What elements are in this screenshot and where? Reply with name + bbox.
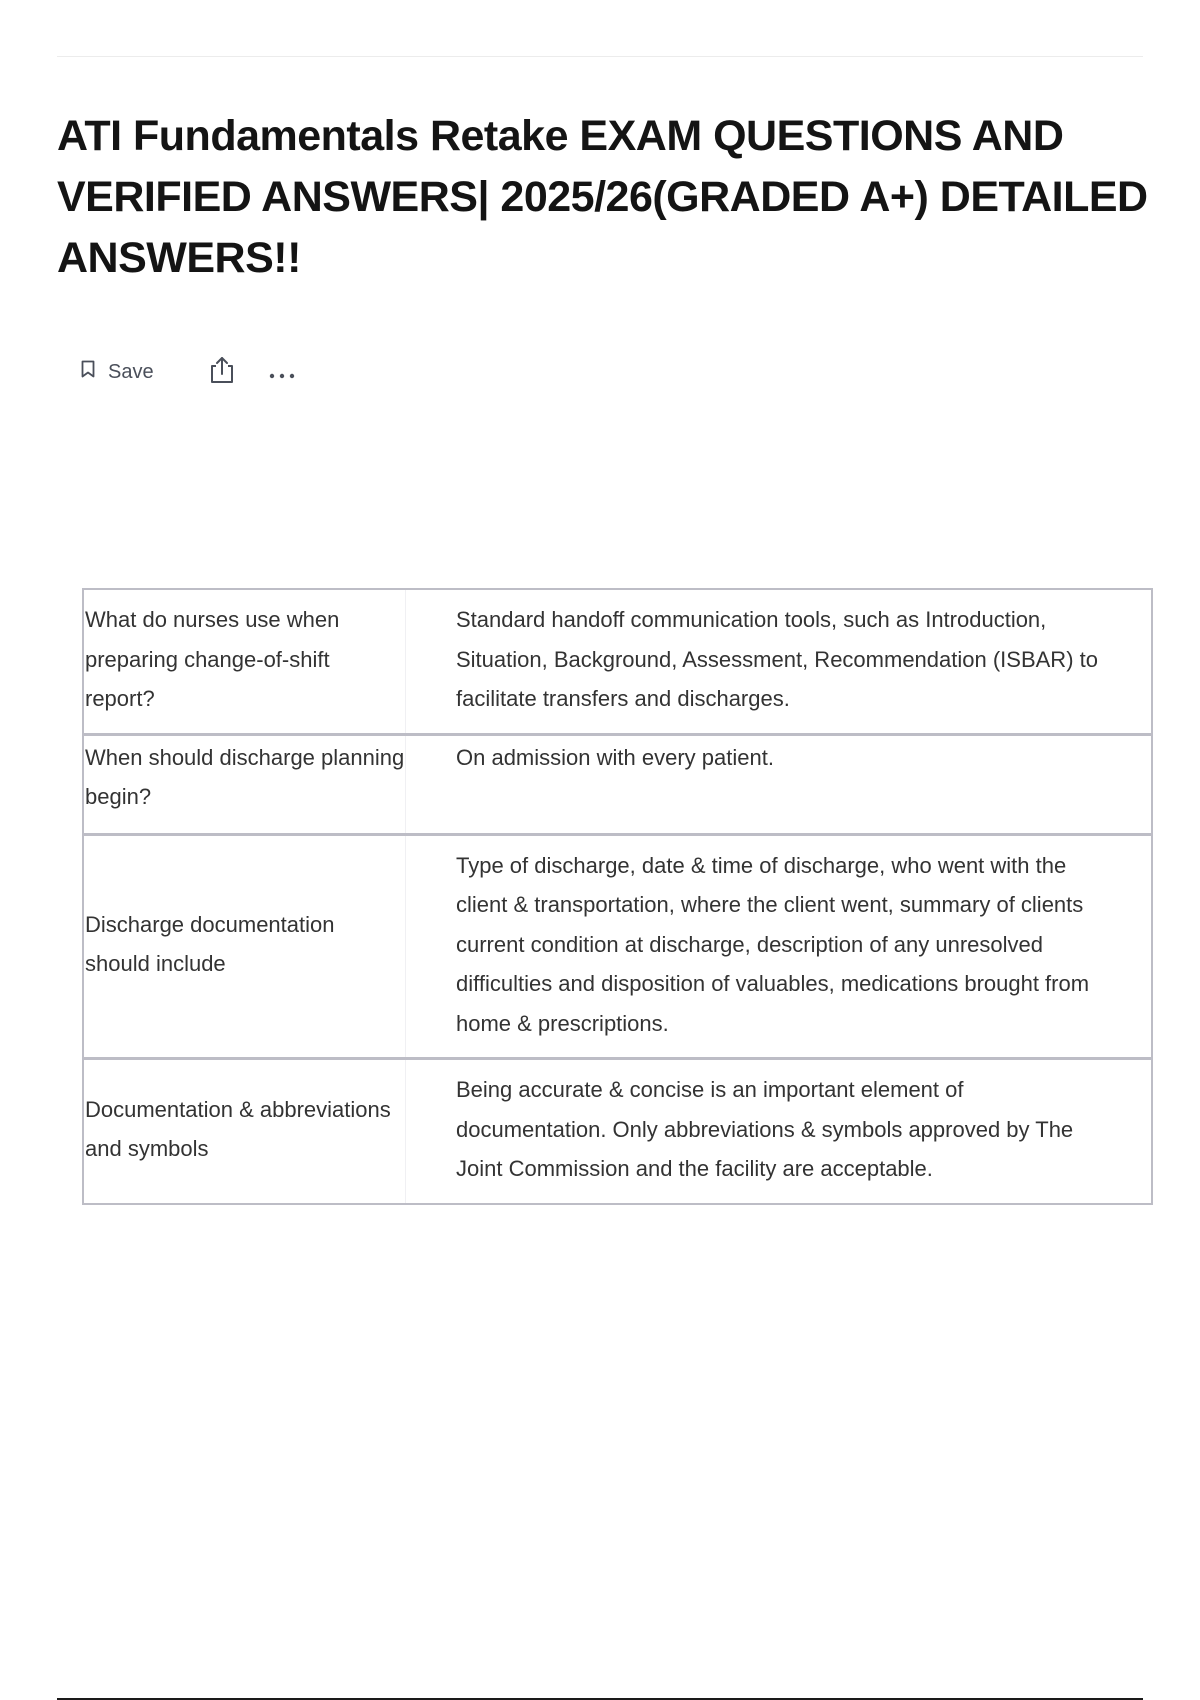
answer-cell: Type of discharge, date & time of discharge, who went with the client & transportation, where the client went, summary of clients current condition at discharge, description of any unresolved difficulties and disposition of valuables, medications brought from home & prescriptions.: [406, 834, 1153, 1059]
answer-cell: On admission with every patient.: [406, 734, 1153, 834]
save-button[interactable]: [80, 359, 154, 385]
table-row: [83, 834, 1152, 1059]
qa-table: [82, 588, 1153, 1205]
save-label: Save: [108, 360, 154, 383]
more-options-icon: [268, 365, 298, 384]
more-options-button[interactable]: [268, 361, 298, 384]
question-cell: Documentation & abbreviations and symbols: [83, 1059, 406, 1204]
bookmark-icon: [80, 359, 108, 385]
question-cell: When should discharge planning begin?: [83, 734, 406, 834]
document-toolbar: [80, 352, 298, 392]
share-icon: [208, 355, 236, 389]
question-cell: What do nurses use when preparing change-of-shift report?: [83, 589, 406, 734]
table-row: [83, 1059, 1152, 1204]
answer-cell: Standard handoff communication tools, such as Introduction, Situation, Background, Assessment, Recommendation (ISBAR) to facilitate transfers and discharges.: [456, 607, 1098, 711]
document-title: ATI Fundamentals Retake EXAM QUESTIONS AND VERIFIED ANSWERS| 2025/26(GRADED A+) DETAILED ANSWERS!!: [57, 112, 1148, 282]
question-cell: Discharge documentation should include: [83, 834, 406, 1059]
answer-cell: Being accurate & concise is an important element of documentation. Only abbreviations & symbols approved by The Joint Commission and the facility are acceptable.: [406, 1059, 1153, 1204]
table-row: [83, 734, 1152, 834]
table-row: [83, 589, 1152, 734]
share-button[interactable]: [208, 355, 236, 389]
top-divider: [57, 56, 1143, 57]
